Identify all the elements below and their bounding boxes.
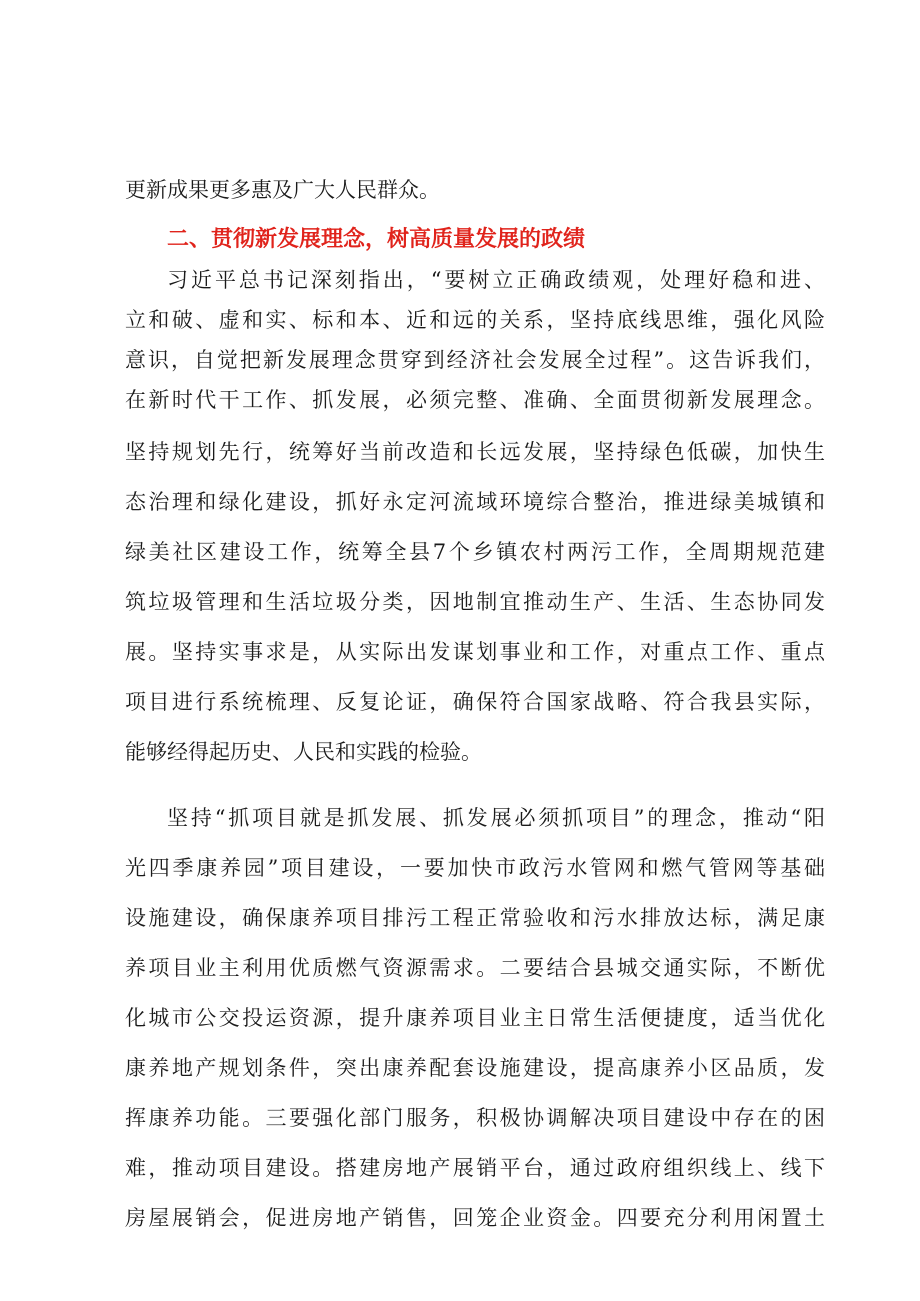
paragraph-line: 难，推动项目建设。搭建房地产展销平台，通过政府组织线上、线下: [125, 1156, 825, 1180]
paragraph-line: 坚持“抓项目就是抓发展、抓发展必须抓项目”的理念，推动“阳: [167, 806, 825, 830]
paragraph-line: 意识，自觉把新发展理念贯穿到经济社会发展全过程”。这告诉我们，: [125, 348, 825, 372]
paragraph-line: 展。坚持实事求是，从实际出发谋划事业和工作，对重点工作、重点: [125, 640, 825, 664]
paragraph-line: 房屋展销会，促进房地产销售，回笼企业资金。四要充分利用闲置土: [125, 1206, 825, 1230]
paragraph-line: 立和破、虚和实、标和本、近和远的关系，坚持底线思维，强化风险: [125, 308, 825, 332]
paragraph-line: 能够经得起历史、人民和实践的检验。: [125, 740, 482, 764]
paragraph-line: 项目进行系统梳理、反复论证，确保符合国家战略、符合我县实际，: [125, 690, 825, 714]
intro-line: 更新成果更多惠及广大人民群众。: [125, 178, 440, 202]
section-heading: 二、贯彻新发展理念，树高质量发展的政绩: [167, 227, 586, 252]
paragraph-line: 在新时代干工作、抓发展，必须完整、准确、全面贯彻新发展理念。: [125, 388, 825, 412]
paragraph-line: 筑垃圾管理和生活垃圾分类，因地制宜推动生产、生活、生态协同发: [125, 590, 825, 614]
paragraph-line: 设施建设，确保康养项目排污工程正常验收和污水排放达标，满足康: [125, 906, 825, 930]
paragraph-line: 挥康养功能。三要强化部门服务，积极协调解决项目建设中存在的困: [125, 1106, 825, 1130]
paragraph-line: 养项目业主利用优质燃气资源需求。二要结合县城交通实际，不断优: [125, 956, 825, 980]
paragraph-line: 习近平总书记深刻指出，“要树立正确政绩观，处理好稳和进、: [167, 268, 825, 292]
paragraph-line: 态治理和绿化建设，抓好永定河流域环境综合整治，推进绿美城镇和: [125, 490, 825, 514]
paragraph-line: 光四季康养园”项目建设，一要加快市政污水管网和燃气管网等基础: [125, 856, 825, 880]
paragraph-line: 化城市公交投运资源，提升康养项目业主日常生活便捷度，适当优化: [125, 1006, 825, 1030]
paragraph-line: 坚持规划先行，统筹好当前改造和长远发展，坚持绿色低碳，加快生: [125, 440, 825, 464]
paragraph-line: 康养地产规划条件，突出康养配套设施建设，提高康养小区品质，发: [125, 1056, 825, 1080]
paragraph-line: 绿美社区建设工作，统筹全县7个乡镇农村两污工作，全周期规范建: [125, 540, 825, 564]
